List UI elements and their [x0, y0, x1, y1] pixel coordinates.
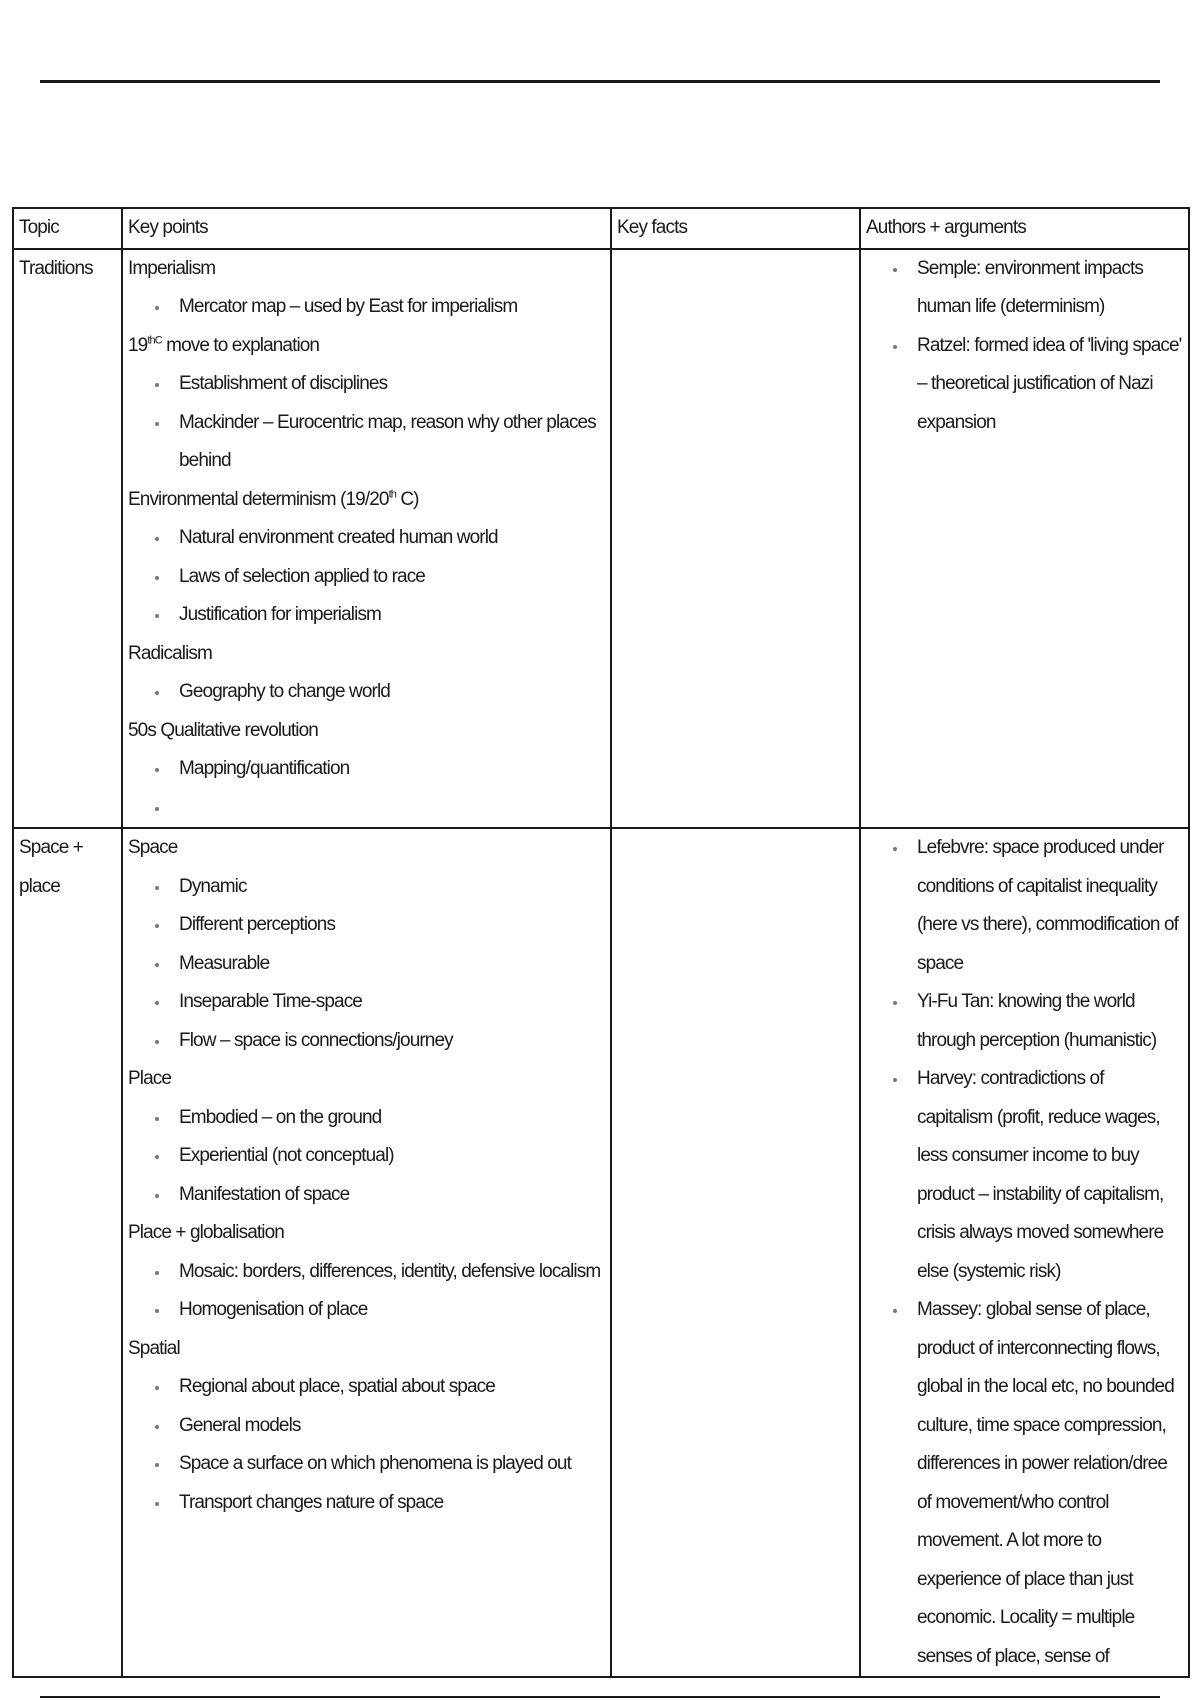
- list-item: Natural environment created human world: [179, 519, 605, 558]
- key-points-cell: [122, 249, 611, 829]
- bullet-list: [866, 829, 1183, 1676]
- heading: Place: [128, 1068, 172, 1089]
- topic-cell: Traditions: [13, 249, 122, 829]
- header-rule: [40, 80, 1160, 83]
- footer-rule: [40, 1696, 1160, 1698]
- header-topic: Topic: [13, 208, 122, 249]
- heading: Spatial: [128, 1337, 180, 1359]
- list-item: Dynamic: [179, 868, 605, 907]
- authors-cell: [860, 249, 1189, 829]
- list-item: Different perceptions: [179, 906, 605, 945]
- key-points-cell: [122, 828, 611, 1677]
- list-item: Mapping/quantification: [179, 750, 605, 789]
- list-item: Space a surface on which phenomena is played out: [179, 1445, 605, 1484]
- bullet-list: [128, 750, 605, 827]
- heading: Space: [128, 837, 178, 858]
- list-item: Manifestation of space: [179, 1176, 605, 1215]
- header-row: [13, 208, 1189, 249]
- bullet-list: [128, 1368, 605, 1522]
- list-item: Establishment of disciplines: [179, 365, 605, 404]
- list-item: Regional about place, spatial about space: [179, 1368, 605, 1407]
- bullet-list: [128, 1099, 605, 1215]
- bullet-list: [128, 1253, 605, 1330]
- list-item: Harvey: contradictions of capitalism (profit, reduce wages, less consumer income to buy product – instability of capitalism, crisis always moved somewhere else (systemic risk): [917, 1060, 1183, 1291]
- list-item: Lefebvre: space produced under conditions of capitalist inequality (here vs there), commodification of space: [917, 829, 1183, 983]
- list-item: Geography to change world: [179, 673, 605, 712]
- bullet-list: [128, 288, 605, 327]
- list-item: Embodied – on the ground: [179, 1099, 605, 1138]
- list-item: Laws of selection applied to race: [179, 558, 605, 597]
- key-facts-cell: [611, 249, 860, 829]
- list-item: Mosaic: borders, differences, identity, defensive localism: [179, 1253, 605, 1292]
- list-item: Homogenisation of place: [179, 1291, 605, 1330]
- heading: Imperialism: [128, 257, 216, 279]
- list-item: Mercator map – used by East for imperialism: [179, 288, 605, 327]
- heading: Place + globalisation: [128, 1222, 284, 1243]
- bullet-list: [866, 250, 1183, 443]
- bullet-list: [128, 519, 605, 635]
- list-item: Experiential (not conceptual): [179, 1137, 605, 1176]
- table-row: [13, 249, 1189, 829]
- list-item: Yi-Fu Tan: knowing the world through perception (humanistic): [917, 983, 1183, 1060]
- heading: 50s Qualitative revolution: [128, 719, 318, 741]
- authors-cell: [860, 828, 1189, 1677]
- list-item: [179, 789, 605, 828]
- list-item: Measurable: [179, 945, 605, 984]
- bullet-list: [128, 365, 605, 481]
- notes-table: [12, 207, 1190, 1678]
- heading: Radicalism: [128, 642, 212, 664]
- list-item: Inseparable Time-space: [179, 983, 605, 1022]
- bullet-list: [128, 868, 605, 1061]
- header-authors: Authors + arguments: [860, 208, 1189, 249]
- list-item: Mackinder – Eurocentric map, reason why other places behind: [179, 404, 605, 481]
- list-item: Massey: global sense of place, product of interconnecting flows, global in the local etc, no bounded culture, time space compression, differences in power relation/dree of movement/who control movement. A lot more to experience of place than just economic. Locality = multiple senses of place, sense of: [917, 1291, 1183, 1676]
- topic-cell: Space + place: [13, 828, 122, 1677]
- list-item: Flow – space is connections/journey: [179, 1022, 605, 1061]
- heading: $19^{thC}$ move to explanation: [128, 334, 320, 356]
- list-item: Ratzel: formed idea of 'living space' – theoretical justification of Nazi expansion: [917, 327, 1183, 443]
- table-row: [13, 828, 1189, 1677]
- list-item: Semple: environment impacts human life (determinism): [917, 250, 1183, 327]
- bullet-list: [128, 673, 605, 712]
- list-item: Justification for imperialism: [179, 596, 605, 635]
- list-item: General models: [179, 1407, 605, 1446]
- header-key-points: Key points: [122, 208, 611, 249]
- header-key-facts: Key facts: [611, 208, 860, 249]
- heading: Environmental determinism (19/20th C): [128, 488, 419, 510]
- list-item: Transport changes nature of space: [179, 1484, 605, 1523]
- key-facts-cell: [611, 828, 860, 1677]
